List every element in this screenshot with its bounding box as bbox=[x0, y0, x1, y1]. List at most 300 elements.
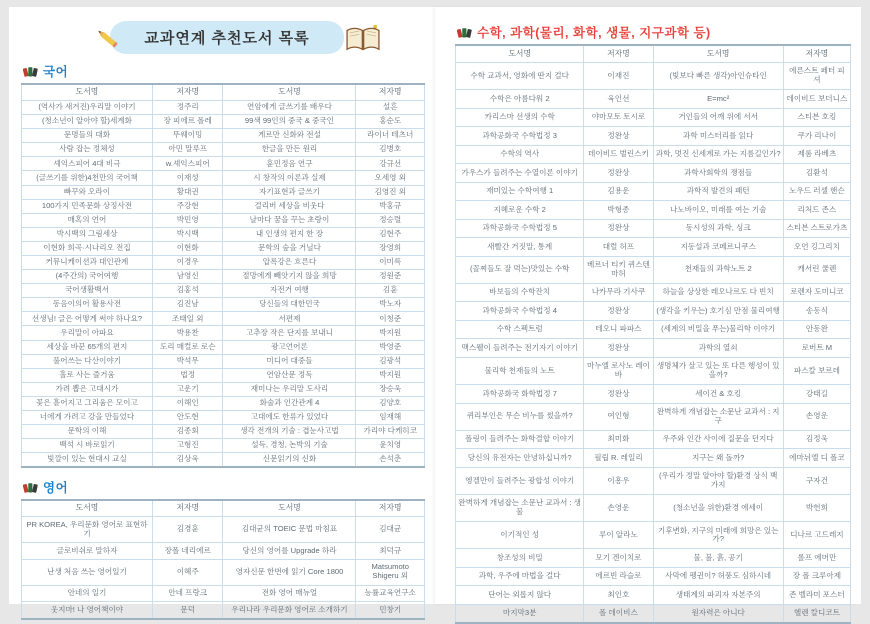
author-cell: 로버트 M bbox=[783, 339, 850, 358]
author-cell: 박헌희 bbox=[783, 495, 850, 522]
book-title-cell: 100가지 민족문화 상징사전 bbox=[22, 199, 153, 213]
page-title: 교과연계 추천도서 목록 bbox=[110, 21, 343, 54]
book-title-cell: 과학적 발견의 패턴 bbox=[653, 182, 783, 201]
book-title-cell: 단어는 외롭지 않다 bbox=[456, 586, 584, 605]
book-title-cell: 문명들의 대화 bbox=[22, 129, 153, 143]
book-title-cell: 지혜로운 수학 2 bbox=[456, 201, 584, 220]
author-cell: 안동완 bbox=[783, 320, 850, 339]
table-row bbox=[22, 227, 425, 241]
book-title-cell: 당신들의 대한민국 bbox=[223, 298, 356, 312]
book-title-cell: 지구는 왜 돌까? bbox=[653, 449, 783, 468]
table-row bbox=[22, 255, 425, 269]
book-title-cell: 세이건 & 호킹 bbox=[653, 385, 783, 404]
author-cell: 장폴 네리에르 bbox=[152, 542, 223, 559]
author-cell: 가리야 다케히코 bbox=[356, 425, 425, 439]
book-title-cell: 물, 불, 흙, 공기 bbox=[653, 549, 783, 568]
section-english-header bbox=[23, 478, 425, 496]
book-title-cell: (빛보다 빠른 생각)아인슈타인 bbox=[653, 62, 783, 89]
author-cell: 마누엘 로사노 레이바 bbox=[584, 357, 653, 384]
book-title-cell: 과학공화국 수학법정 4 bbox=[456, 302, 584, 321]
author-cell: 설흔 bbox=[356, 100, 425, 114]
book-title-cell: 이현화 희곡·시나리오 전집 bbox=[22, 241, 153, 255]
author-cell: 박민영 bbox=[152, 213, 223, 227]
author-cell: 데이비드 벌린스키 bbox=[584, 145, 653, 164]
table-row bbox=[456, 549, 851, 568]
author-cell: 민창기 bbox=[356, 602, 425, 619]
author-cell: 정완상 bbox=[584, 127, 653, 146]
author-cell: 여인형 bbox=[584, 403, 653, 430]
author-cell: 제롬 라베츠 bbox=[783, 145, 850, 164]
column-header: 도서명 bbox=[22, 500, 153, 516]
author-cell: 이경우 bbox=[152, 255, 223, 269]
table-row bbox=[456, 495, 851, 522]
book-title-cell: 절망에게 빼앗기지 않을 희망 bbox=[223, 270, 356, 284]
author-cell: 강규선 bbox=[356, 157, 425, 171]
book-title-cell: 마지막3분 bbox=[456, 604, 584, 623]
book-title-cell: 나노바이오, 미래를 여는 기술 bbox=[653, 201, 783, 220]
author-cell: 에른스트 페터 피셔 bbox=[783, 62, 850, 89]
author-cell: 이흥우 bbox=[584, 467, 653, 494]
table-row bbox=[456, 182, 851, 201]
english-table bbox=[21, 499, 425, 620]
book-title-cell: (생각을 키우는) 호기심 만점 물리여행 bbox=[653, 302, 783, 321]
book-title-cell: 과학 미스터리를 읽다 bbox=[653, 127, 783, 146]
book-title-cell: 당신의 유전자는 안녕하십니까? bbox=[456, 449, 584, 468]
book-title-cell: E=mc² bbox=[653, 90, 783, 109]
table-row bbox=[456, 467, 851, 494]
book-title-cell: 우리나라 우리문화 영어로 소개하기 bbox=[223, 602, 356, 619]
author-cell: 정완상 bbox=[584, 302, 653, 321]
author-cell: 이미륵 bbox=[356, 255, 425, 269]
author-cell: 롤프 에머만 bbox=[783, 549, 850, 568]
book-title-cell: 너에게 가려고 강을 만들었다 bbox=[22, 411, 153, 425]
book-title-cell: 새빨간 거짓말, 통계 bbox=[456, 238, 584, 257]
table-row bbox=[22, 559, 425, 585]
book-title-cell: (세계의 비밀을 푸는)물리학 이야기 bbox=[653, 320, 783, 339]
book-title-cell: 게르만 신화와 전설 bbox=[223, 129, 356, 143]
table-row bbox=[456, 219, 851, 238]
book-title-cell: 과학의 열쇠 bbox=[653, 339, 783, 358]
book-title-cell: 재미나는 우리말 도사리 bbox=[223, 382, 356, 396]
table-row bbox=[22, 354, 425, 368]
author-cell: 능률교육연구소 bbox=[356, 585, 425, 602]
book-title-cell: 과학사회학의 쟁점들 bbox=[653, 164, 783, 183]
column-header: 도서명 bbox=[22, 84, 153, 100]
book-title-cell: (청소년을 위한)환경 에세이 bbox=[653, 495, 783, 522]
table-row bbox=[22, 368, 425, 382]
table-row bbox=[22, 129, 425, 143]
book-title-cell: 생명체가 살고 있는 또 다른 행성이 있을까? bbox=[653, 357, 783, 384]
book-title-cell: 화술과 인간관계 4 bbox=[223, 396, 356, 410]
author-cell: 송동식 bbox=[783, 302, 850, 321]
book-title-cell: 날마다 꿈을 꾸는 초랑이 bbox=[223, 213, 356, 227]
author-cell: 루이 알라노 bbox=[584, 522, 653, 549]
author-cell: 정주리 bbox=[152, 100, 223, 114]
author-cell: 이현화 bbox=[152, 241, 223, 255]
author-cell: 손영운 bbox=[584, 495, 653, 522]
author-cell: 황대권 bbox=[152, 185, 223, 199]
book-title-cell: 커뮤니케이션과 대인관계 bbox=[22, 255, 153, 269]
author-cell: 폴 데이비스 bbox=[584, 604, 653, 623]
author-cell: 박지원 bbox=[356, 368, 425, 382]
author-cell: 주강현 bbox=[152, 199, 223, 213]
book-title-cell: 설득, 경청, 논박의 기술 bbox=[223, 439, 356, 453]
author-cell: 정승렬 bbox=[356, 213, 425, 227]
author-cell: 도리 매컬로 로슨 bbox=[152, 340, 223, 354]
table-row bbox=[22, 157, 425, 171]
author-cell: 아민 말루프 bbox=[152, 143, 223, 157]
author-cell: 안도현 bbox=[152, 411, 223, 425]
table-row bbox=[22, 517, 425, 543]
mathsci-table-header bbox=[456, 45, 851, 62]
book-title-cell: (역사가 새겨진)우리말 이야기 bbox=[22, 100, 153, 114]
book-title-cell: 우주와 인간 사이에 질문을 던지다 bbox=[653, 430, 783, 449]
book-title-cell: (꼴찌들도 잘 먹는)맛있는 수학 bbox=[456, 256, 584, 283]
author-cell: 파스칼 보르데 bbox=[783, 357, 850, 384]
table-row bbox=[22, 326, 425, 340]
column-header: 저자명 bbox=[152, 84, 223, 100]
book-title-cell: 박시백의 그림세상 bbox=[22, 227, 153, 241]
book-title-cell: 안네의 일기 bbox=[22, 585, 153, 602]
author-cell: 법정 bbox=[152, 368, 223, 382]
table-row bbox=[456, 164, 851, 183]
book-title-cell: 천재들의 과학노트 2 bbox=[653, 256, 783, 283]
book-title-cell: 난생 처음 쓰는 영어일기 bbox=[22, 559, 153, 585]
book-title-cell: 과학, 멋진 신세계로 가는 지름길인가? bbox=[653, 145, 783, 164]
author-cell: 라이너 테츠너 bbox=[356, 129, 425, 143]
column-header: 저자명 bbox=[152, 500, 223, 516]
book-title-cell: 수학 스펙트럼 bbox=[456, 320, 584, 339]
author-cell: 고운기 bbox=[152, 382, 223, 396]
book-title-cell: 수학 교과서, 영화에 딴지 걸다 bbox=[456, 62, 584, 89]
table-row bbox=[22, 453, 425, 468]
author-cell: 김환석 bbox=[783, 164, 850, 183]
author-cell: 이혜주 bbox=[152, 559, 223, 585]
table-row bbox=[22, 199, 425, 213]
book-title-cell: 99색 99인의 중국 & 중국인 bbox=[223, 115, 356, 129]
table-row bbox=[22, 270, 425, 284]
author-cell: Matsumoto Shigeru 외 bbox=[356, 559, 425, 585]
author-cell: 에르빈 라슬로 bbox=[584, 567, 653, 586]
table-row bbox=[22, 312, 425, 326]
author-cell: 김홍석 bbox=[152, 284, 223, 298]
book-title-cell: 웃지마! 나 영어책이야 bbox=[22, 602, 153, 619]
author-cell: 로렌자 도미니코 bbox=[783, 283, 850, 302]
book-title-cell: (글쓰기를 위한)4천만의 국어책 bbox=[22, 171, 153, 185]
table-row bbox=[456, 256, 851, 283]
column-header: 저자명 bbox=[783, 45, 850, 62]
author-cell: 강태길 bbox=[783, 385, 850, 404]
table-row bbox=[456, 403, 851, 430]
author-cell: 데이비드 보더니스 bbox=[783, 90, 850, 109]
author-cell: 오세영 외 bbox=[356, 171, 425, 185]
book-title-cell: 완벽하게 개념잡는 소문난 교과서 : 지구 bbox=[653, 403, 783, 430]
author-cell: 김병호 bbox=[356, 143, 425, 157]
page-left bbox=[9, 7, 435, 614]
author-cell: 오언 깅그리치 bbox=[783, 238, 850, 257]
book-title-cell: 물리학 천재들의 노트 bbox=[456, 357, 584, 384]
page-right bbox=[435, 7, 861, 618]
table-row bbox=[22, 396, 425, 410]
table-row bbox=[456, 201, 851, 220]
table-row bbox=[22, 284, 425, 298]
book-title-cell: 걸리버 세상을 비웃다 bbox=[223, 199, 356, 213]
table-row bbox=[456, 238, 851, 257]
table-row bbox=[456, 339, 851, 358]
book-title-cell: 재미있는 수학여행 1 bbox=[456, 182, 584, 201]
book-title-cell: 신문읽기의 신화 bbox=[223, 453, 356, 468]
book-title-cell: 꽃은 흩어지고 그리움은 모이고 bbox=[22, 396, 153, 410]
book-title-cell: 원자력은 아니다 bbox=[653, 604, 783, 623]
book-title-cell: 훈민정음 연구 bbox=[223, 157, 356, 171]
book-title-cell: 과학, 우주에 마법을 걸다 bbox=[456, 567, 584, 586]
book-title-cell: 문학의 이해 bbox=[22, 425, 153, 439]
book-title-cell: 셰익스피어 4대 비극 bbox=[22, 157, 153, 171]
author-cell: 문덕 bbox=[152, 602, 223, 619]
table-row bbox=[456, 567, 851, 586]
author-cell: 에마뉘엘 디 폴코 bbox=[783, 449, 850, 468]
book-title-cell: 하늘을 상상한 레오나르도 다 빈치 bbox=[653, 283, 783, 302]
author-cell: 김용운 bbox=[584, 182, 653, 201]
author-cell: 박영준 bbox=[356, 340, 425, 354]
book-title-cell: 자전거 여행 bbox=[223, 284, 356, 298]
book-title-cell: 고추장 작은 단지를 보내니 bbox=[223, 326, 356, 340]
book-title-cell: 수학은 아름다워 2 bbox=[456, 90, 584, 109]
books-icon bbox=[23, 65, 38, 77]
author-cell: 김광석 bbox=[356, 354, 425, 368]
book-title-cell: 가우스가 들려주는 수열이론 이야기 bbox=[456, 164, 584, 183]
table-row bbox=[22, 542, 425, 559]
table-row bbox=[22, 185, 425, 199]
book-title-cell: 연암산문 정독 bbox=[223, 368, 356, 382]
author-cell: 정완상 bbox=[584, 385, 653, 404]
book-title-cell: 고대에도 한류가 있었다 bbox=[223, 411, 356, 425]
table-row bbox=[22, 439, 425, 453]
book-title-cell: (4주간의) 국어여행 bbox=[22, 270, 153, 284]
table-row bbox=[456, 449, 851, 468]
book-title-cell: PR KOREA, 우리문화 영어로 표현하기 bbox=[22, 517, 153, 543]
author-cell: 박용찬 bbox=[152, 326, 223, 340]
table-row bbox=[456, 302, 851, 321]
author-cell: 고형진 bbox=[152, 439, 223, 453]
column-header: 저자명 bbox=[584, 45, 653, 62]
book-title-cell: 매혹의 언어 bbox=[22, 213, 153, 227]
author-cell: 최덕규 bbox=[356, 542, 425, 559]
book-title-cell: 과학공화국 화학법정 7 bbox=[456, 385, 584, 404]
book-title-cell: 백석 시 바로읽기 bbox=[22, 439, 153, 453]
book-title-cell: 글로비쉬로 말하자 bbox=[22, 542, 153, 559]
author-cell: 정완상 bbox=[584, 339, 653, 358]
author-cell: 캐서린 쿨렌 bbox=[783, 256, 850, 283]
book-title-cell: (청소년이 알아야 할)세계화 bbox=[22, 115, 153, 129]
book-title-cell: 압록강은 흐른다 bbox=[223, 255, 356, 269]
book-title-cell: 자기표현과 글쓰기 bbox=[223, 185, 356, 199]
book-title-cell: 홀로 사는 즐거움 bbox=[22, 368, 153, 382]
author-cell: 김훈 bbox=[356, 284, 425, 298]
table-row bbox=[456, 604, 851, 623]
author-cell: 손석춘 bbox=[356, 453, 425, 468]
book-title-cell: 동시성의 과학, 싱크 bbox=[653, 219, 783, 238]
book-title-cell: 동음이의어 활용사전 bbox=[22, 298, 153, 312]
author-cell: 헬렌 칼디코트 bbox=[783, 604, 850, 623]
section-korean-title: 국어 bbox=[43, 65, 69, 79]
book-title-cell: 폴링이 들려주는 화학결합 이야기 bbox=[456, 430, 584, 449]
section-mathsci-header bbox=[457, 23, 851, 41]
author-cell: 장영희 bbox=[356, 241, 425, 255]
book-title-cell: 지동설과 코페르니쿠스 bbox=[653, 238, 783, 257]
book-title-cell: 수학의 역사 bbox=[456, 145, 584, 164]
book-title-cell: 맥스웰이 들려주는 전기자기 이야기 bbox=[456, 339, 584, 358]
table-row bbox=[22, 115, 425, 129]
author-cell: 육인선 bbox=[584, 90, 653, 109]
author-cell: 디나르 고드레지 bbox=[783, 522, 850, 549]
table-row bbox=[456, 586, 851, 605]
open-book-icon bbox=[344, 23, 382, 53]
book-title-cell: 문학의 숲을 거닐다 bbox=[223, 241, 356, 255]
book-title-cell: 빛깔이 있는 현대시 교실 bbox=[22, 453, 153, 468]
book-title-cell: 영자신문 한번에 읽기 Core 1800 bbox=[223, 559, 356, 585]
book-title-cell: 광고언어론 bbox=[223, 340, 356, 354]
table-row bbox=[456, 108, 851, 127]
table-row bbox=[22, 425, 425, 439]
author-cell: 윤치영 bbox=[356, 439, 425, 453]
author-cell: 박노자 bbox=[356, 298, 425, 312]
author-cell: 모기 겐이치로 bbox=[584, 549, 653, 568]
book-title-cell: 사막에 펭귄이? 허풍도 심하시네 bbox=[653, 567, 783, 586]
book-title-cell: 세상을 바꾼 65개의 편지 bbox=[22, 340, 153, 354]
author-cell: 이재진 bbox=[584, 62, 653, 89]
book-title-cell: 완벽하게 개념잡는 소문난 교과서 : 생물 bbox=[456, 495, 584, 522]
author-cell: 이해인 bbox=[152, 396, 223, 410]
book-title-cell: 생태계의 파괴자 자본주의 bbox=[653, 586, 783, 605]
book-title-cell: 연암에게 글쓰기를 배우다 bbox=[223, 100, 356, 114]
author-cell: 박홍규 bbox=[356, 199, 425, 213]
author-cell: 스티븐 스트로가츠 bbox=[783, 219, 850, 238]
author-cell: 이재성 bbox=[152, 171, 223, 185]
table-row bbox=[456, 62, 851, 89]
author-cell: 베르너 티키 퀴스텐마허 bbox=[584, 256, 653, 283]
column-header: 저자명 bbox=[356, 500, 425, 516]
book-title-cell: 엥겔만이 들려주는 광합성 이야기 bbox=[456, 467, 584, 494]
table-row bbox=[456, 90, 851, 109]
author-cell: 조태일 외 bbox=[152, 312, 223, 326]
book-title-cell: 한글을 만든 원리 bbox=[223, 143, 356, 157]
table-row bbox=[22, 171, 425, 185]
book-title-cell: 김대균의 TOEIC 문법 마침표 bbox=[223, 517, 356, 543]
title-banner-row bbox=[51, 21, 425, 54]
book-title-cell: 카리스마 선생의 수학 bbox=[456, 108, 584, 127]
book-title-cell: 이기적인 성 bbox=[456, 522, 584, 549]
author-cell: 김대균 bbox=[356, 517, 425, 543]
author-cell: 구자건 bbox=[783, 467, 850, 494]
book-title-cell: 내 인생의 편지 한 장 bbox=[223, 227, 356, 241]
table-row bbox=[22, 298, 425, 312]
table-row bbox=[456, 283, 851, 302]
books-icon bbox=[23, 481, 38, 493]
column-header: 도서명 bbox=[223, 500, 356, 516]
table-row bbox=[22, 143, 425, 157]
author-cell: 테오니 파파스 bbox=[584, 320, 653, 339]
author-cell: w.셰익스피어 bbox=[152, 157, 223, 171]
column-header: 도서명 bbox=[456, 45, 584, 62]
column-header: 저자명 bbox=[356, 84, 425, 100]
book-title-cell: 생각 전개의 기술 : 겹눈사고법 bbox=[223, 425, 356, 439]
author-cell: 최미화 bbox=[584, 430, 653, 449]
author-cell: 김경훈 bbox=[152, 517, 223, 543]
book-title-cell: 당신의 영어를 Upgrade 하라 bbox=[223, 542, 356, 559]
english-table-header bbox=[22, 500, 425, 516]
author-cell: 리처드 존스 bbox=[783, 201, 850, 220]
author-cell: 김영진 외 bbox=[356, 185, 425, 199]
author-cell: 이청준 bbox=[356, 312, 425, 326]
book-title-cell: 거인들의 어깨 위에 서서 bbox=[653, 108, 783, 127]
author-cell: 김종회 bbox=[152, 425, 223, 439]
table-row bbox=[456, 320, 851, 339]
book-title-cell: 빠꾸와 오라이 bbox=[22, 185, 153, 199]
table-row bbox=[456, 127, 851, 146]
author-cell: 장 폴 크루아제 bbox=[783, 567, 850, 586]
author-cell: 손영운 bbox=[783, 403, 850, 430]
book-title-cell: 과학공화국 수학법정 5 bbox=[456, 219, 584, 238]
author-cell: 남영신 bbox=[152, 270, 223, 284]
author-cell: 최인호 bbox=[584, 586, 653, 605]
author-cell: 김진남 bbox=[152, 298, 223, 312]
table-row bbox=[22, 340, 425, 354]
table-row bbox=[456, 385, 851, 404]
book-title-cell: 미디어 대중들 bbox=[223, 354, 356, 368]
book-title-cell: 서편제 bbox=[223, 312, 356, 326]
column-header: 도서명 bbox=[223, 84, 356, 100]
table-row bbox=[22, 585, 425, 602]
author-cell: 박시백 bbox=[152, 227, 223, 241]
table-row bbox=[22, 213, 425, 227]
author-cell: 박형종 bbox=[584, 201, 653, 220]
book-title-cell: (우리가 정말 알아야 할)환경 상식 백가지 bbox=[653, 467, 783, 494]
section-korean-header bbox=[23, 62, 425, 80]
book-title-cell: 바보들의 수학잔치 bbox=[456, 283, 584, 302]
table-row bbox=[456, 145, 851, 164]
author-cell: 장승욱 bbox=[356, 382, 425, 396]
author-cell: 필립 R. 레일리 bbox=[584, 449, 653, 468]
section-mathsci-title: 수학, 과학(물리, 화학, 생물, 지구과학 등) bbox=[477, 26, 711, 40]
author-cell: 박지원 bbox=[356, 326, 425, 340]
table-row bbox=[456, 522, 851, 549]
book-title-cell: 선생님! 글은 어떻게 써야 하나요? bbox=[22, 312, 153, 326]
book-title-cell: 퀴리부인은 무슨 비누를 썼을까? bbox=[456, 403, 584, 430]
author-cell: 정완상 bbox=[584, 219, 653, 238]
author-cell: 안네 프랑크 bbox=[152, 585, 223, 602]
author-cell: 장 피에르 폴레 bbox=[152, 115, 223, 129]
author-cell: 뚜웨이밍 bbox=[152, 129, 223, 143]
author-cell: 야마모토 토시로 bbox=[584, 108, 653, 127]
table-row bbox=[456, 430, 851, 449]
author-cell: 노우드 러셀 핸슨 bbox=[783, 182, 850, 201]
korean-table bbox=[21, 83, 425, 468]
column-header: 도서명 bbox=[653, 45, 783, 62]
book-title-cell: 국어생활백서 bbox=[22, 284, 153, 298]
author-cell: 대럴 허프 bbox=[584, 238, 653, 257]
section-english-title: 영어 bbox=[43, 481, 69, 496]
book-title-cell: 풀어쓰는 다산이야기 bbox=[22, 354, 153, 368]
pencil-icon bbox=[94, 25, 120, 51]
korean-table-header bbox=[22, 84, 425, 100]
table-row bbox=[22, 411, 425, 425]
author-cell: 김양호 bbox=[356, 396, 425, 410]
book-title-cell: 사람 잡는 정체성 bbox=[22, 143, 153, 157]
author-cell: 김상욱 bbox=[152, 453, 223, 468]
book-title-cell: 기후변화, 지구의 미래에 희망은 있는가? bbox=[653, 522, 783, 549]
author-cell: 쿠가 리나이 bbox=[783, 127, 850, 146]
